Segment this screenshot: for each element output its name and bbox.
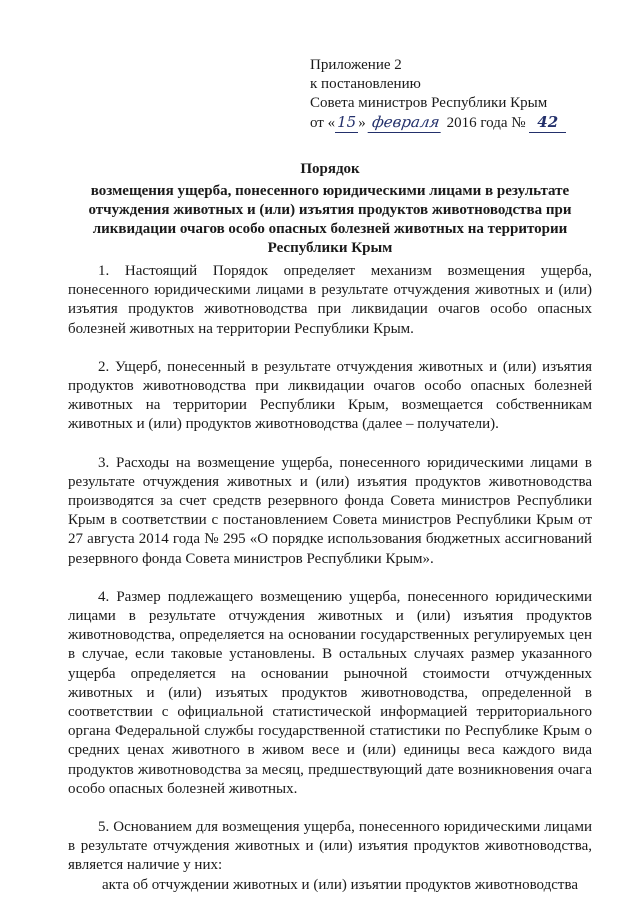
- handwritten-day: 15: [337, 113, 357, 131]
- paragraph-2: 2. Ущерб, понесенный в результате отчуждения животных и (или) изъятия продуктов животноводства при ликвидации очагов особо опасных болезней животных на территории Республики Крым, возмещается собственникам животных и (или) продуктов животноводства (далее – получатели).: [68, 358, 592, 433]
- paragraph-5: 5. Основанием для возмещения ущерба, понесенного юридическими лицами в результате отчуждения животных и (или) изъятия продуктов животноводства, является наличие у них:: [68, 819, 592, 874]
- document-title: [60, 160, 600, 258]
- handwritten-month: февраля: [368, 113, 444, 133]
- appendix-date-line: [310, 113, 610, 133]
- date-prefix: от «: [310, 115, 336, 131]
- title-subtitle: возмещения ущерба, понесенного юридическими лицами в результате отчуждения животных и (или) изъятия продуктов животноводства при ликвидации очагов особо опасных болезней животных на территории Республики Крым: [88, 183, 572, 256]
- appendix-ref: к постановлению: [310, 76, 421, 92]
- handwritten-number: 42: [529, 113, 566, 133]
- appendix-header: [310, 56, 610, 133]
- document-body: [68, 262, 592, 895]
- appendix-label: Приложение 2: [310, 57, 402, 73]
- appendix-issuer: Совета министров Республики Крым: [310, 95, 548, 111]
- title-word: Порядок: [300, 161, 360, 177]
- date-mid: »: [358, 115, 366, 131]
- paragraph-1: 1. Настоящий Порядок определяет механизм возмещения ущерба, понесенного юридическими лицами в результате отчуждения животных и (или) изъятия продуктов животноводства при ликвидации очагов особо опасных болезней животных на территории Республики Крым.: [68, 263, 592, 337]
- subitem-line: акта об отчуждении животных и (или) изъятии продуктов животноводства: [102, 876, 579, 893]
- date-year: 2016 года №: [446, 115, 526, 131]
- paragraph-4: 4. Размер подлежащего возмещению ущерба, понесенного юридическими лицами в результате отчуждения животных и (или) изъятия продуктов животноводства, определяется на основании государственных регулируемых цен в случае, если таковые установлены. В остальных случаях размер указанного ущерба определяется на основании рыночной стоимости отчужденных животных и (или) изъятых продуктов животноводства, определенной в соответствии с официальной статистической информацией территориального органа Федеральной службы государственной статистики по Республике Крым о средних ценах животного в живом весе и (или) единицы веса каждого вида продуктов животноводства за месяц, предшествующий дате возникновения очага особо опасных болезней животных.: [68, 588, 592, 797]
- paragraph-3: 3. Расходы на возмещение ущерба, понесенного юридическими лицами в результате отчуждения животных и (или) изъятия продуктов животноводства производятся за счет средств резервного фонда Совета министров Республики Крым в соответствии с постановлением Совета министров Республики Крым от 27 августа 2014 года № 295 «О порядке использования бюджетных ассигнований резервного фонда Совета министров Республики Крым».: [68, 454, 592, 567]
